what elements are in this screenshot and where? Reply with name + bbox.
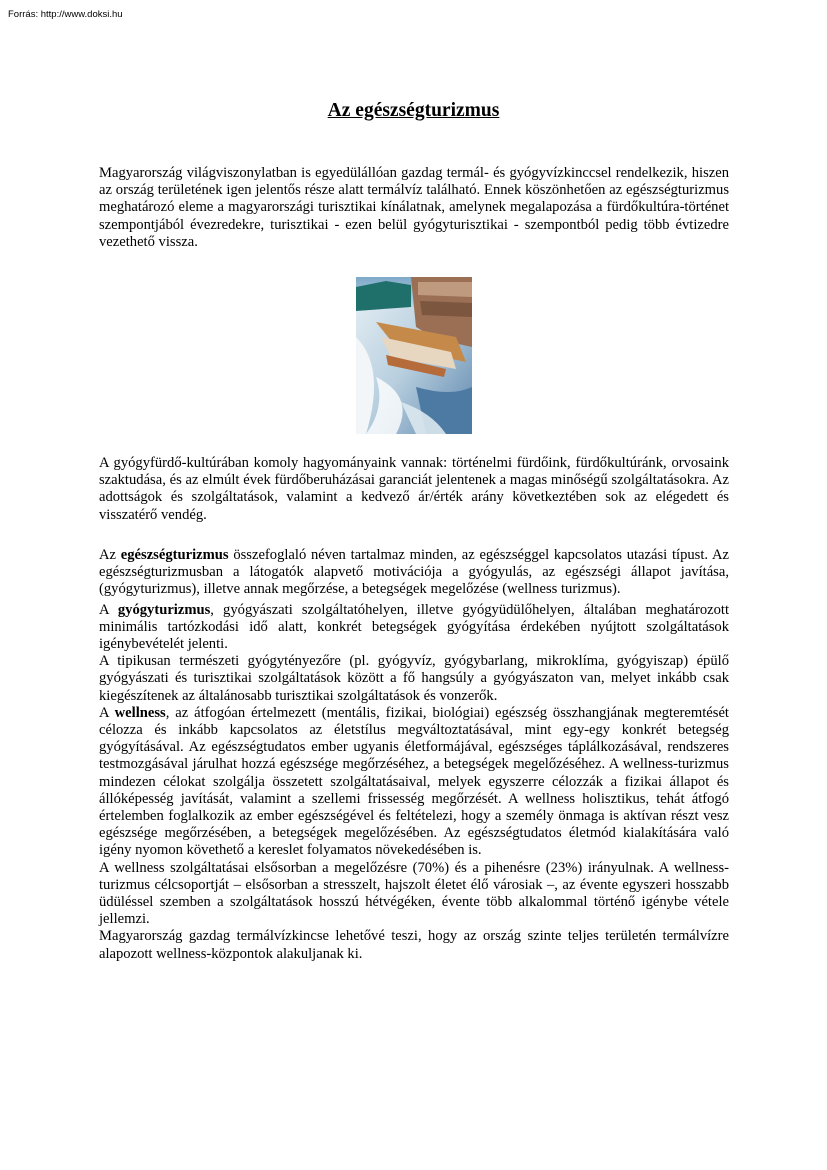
def3-prefix: A (99, 704, 115, 721)
health-tourism-definition (99, 547, 729, 599)
typical-services-paragraph: A tipikusan természeti gyógytényezőre (pl. gyógyvíz, gyógybarlang, mikroklíma, gyógyiszap) épülő gyógyászati és turisztikai szolgáltatások között a fő hangsúly a gyógyászaton van, melyet inkább csak kiegészítenek az általánosabb turisztikai szolgáltatások és vonzerők. (99, 653, 729, 704)
def2-prefix: A (99, 601, 118, 618)
definitions-section (99, 547, 729, 963)
def1-prefix: Az (99, 547, 121, 563)
closing-paragraph: Magyarország gazdag termálvízkincse lehetővé teszi, hogy az ország szinte teljes területén termálvízre alapozott wellness-központok alakuljanak ki. (99, 928, 729, 962)
tradition-paragraph (99, 455, 729, 524)
def1-body: összefoglaló néven tartalmaz minden, az egészséggel kapcsolatos utazási típust. Az egészségturizmusban a látogatók alapvető motivációja a gyógyulás, az egészségi állapot javítása, (gyógyturizmus), illetve annak megőrzése, a betegségek megelőzése (wellness turizmus). (99, 547, 729, 598)
medical-tourism-definition (99, 602, 729, 654)
term-health-tourism: egészségturizmus (120, 547, 229, 563)
def2-body: , gyógyászati szolgáltatóhelyen, illetve gyógyüdülőhelyen, általában meghatározott minimális tartózkodási idő alatt, konkrét betegségek gyógyítása érdekében nyújtott szolgáltatások igénybevételét jelenti. (99, 601, 729, 653)
term-medical-tourism: gyógyturizmus (117, 601, 211, 618)
intro-paragraph (99, 165, 729, 251)
page-title: Az egészségturizmus (327, 100, 500, 121)
intro-text: Magyarország világviszonylatban is egyedülállóan gazdag termál- és gyógyvízkinccsel rendelkezik, hiszen az ország területének igen jelentős része alatt termálvíz található. Ennek köszönhetően az egészségturizmus meghatározó eleme a magyarországi turisztikai kínálatnak, amelynek megalapozása a fürdőkultúra-történet szempontjából évezredekre, turisztikai - ezen belül gyógyturisztikai - szempontból pedig több évtizedre vezethető vissza. (99, 165, 729, 250)
tradition-text: A gyógyfürdő-kultúrában komoly hagyományaink vannak: történelmi fürdőink, fürdőkultúránk, orvosaink szaktudása, és az elmúlt évek fürdőberuházásai garanciát jelentenek a magas minőségű szolgáltatásokra. Az adottságok és szolgáltatások, valamint a kedvező ár/érték arány következtében sok az elégedett és visszatérő vendég. (99, 455, 729, 523)
spa-photo (356, 277, 472, 434)
wellness-services-paragraph: A wellness szolgáltatásai elsősorban a megelőzésre (70%) és a pihenésre (23%) irányulnak. A wellness-turizmus célcsoportját – elsősorban a stresszelt, hajszolt életet élő városiak –, az évente egyszeri hosszabb üdüléssel szemben a szolgáltatások hosszú hétvégéken, évente több alkalommal történő igénybe vétele jellemzi. (99, 859, 729, 928)
source-line: Forrás: http://www.doksi.hu (8, 9, 123, 20)
wellness-definition (99, 705, 729, 860)
term-wellness: wellness (114, 704, 166, 721)
def3-body: , az átfogóan értelmezett (mentális, fizikai, biológiai) egészség összhangjának megteremtését célozza és inkább kapcsolatos az életstílus megváltoztatásával, mint egy-egy konkrét betegség gyógyításával. Az egészségtudatos ember ugyanis életformájával, egészséges táplálkozásával, rendszeres testmozgásával járulhat hozzá egészsége megőrzéséhez, a betegségek megelőzéséhez. A wellness-turizmus mindezen célokat szolgálja összetett szolgáltatásaival, melyek egyszerre célozzák a fizikai állapot és állóképesség javítását, valamint a szellemi frissesség megőrzését. A wellness holisztikus, tehát átfogó értelemben foglalkozik az ember egészségével és feltételezi, hogy a személy önmaga is aktívan részt vesz egészsége megőrzésében, a betegségek megelőzésében. Az egészségtudatos életmód kialakítására való igény nyomon követhető a kereslet folyamatos növekedésében is. (99, 704, 729, 859)
